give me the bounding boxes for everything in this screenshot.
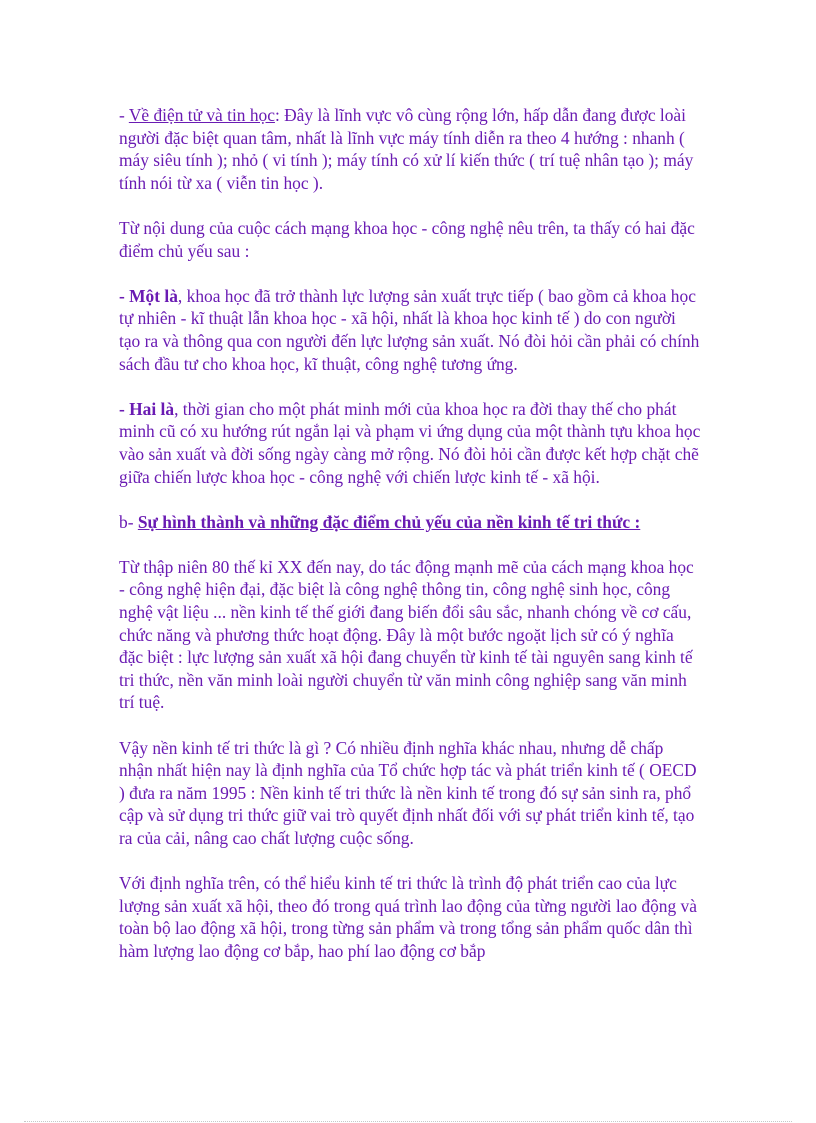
paragraph-text: , khoa học đã trở thành lực lượng sản xuất trực tiếp ( bao gồm cả khoa học tự nhiên - kĩ thuật lẫn khoa học - xã hội, nhất là khoa học kinh tế ) do con người tạo ra và thông qua con người đến lực lượng sản xuất. Nó đòi hỏi cần phải có chính sách đầu tư cho khoa học, kĩ thuật, công nghệ tương ứng. [119,285,700,374]
paragraph-understanding [119,872,701,962]
page-bottom-divider [24,1121,792,1122]
paragraph-text: Từ thập niên 80 thế kỉ XX đến nay, do tác động mạnh mẽ của cách mạng khoa học - công nghệ hiện đại, đặc biệt là công nghệ thông tin, công nghệ sinh học, công nghệ vật liệu ... nền kinh tế thế giới đang biến đổi sâu sắc, nhanh chóng về cơ cấu, chức năng và phương thức hoạt động. Đây là một bước ngoặt lịch sử có ý nghĩa đặc biệt : lực lượng sản xuất xã hội đang chuyển từ kinh tế tài nguyên sang kinh tế tri thức, nền văn minh loài người chuyển từ văn minh công nghiệp sang văn minh trí tuệ. [119,556,694,713]
bold-lead: - Hai là [119,398,175,419]
bold-lead: - Một là [119,285,178,306]
paragraph-feature-one [119,285,701,375]
paragraph-two-features [119,217,701,262]
paragraph-formation [119,556,701,714]
section-heading [119,511,701,534]
paragraph-text: , thời gian cho một phát minh mới của khoa học ra đời thay thế cho phát minh cũ có xu hướng rút ngắn lại và phạm vi ứng dụng của một thành tựu khoa học vào sản xuất và đời sống ngày càng mở rộng. Nó đòi hỏi cần được kết hợp chặt chẽ giữa chiến lược khoa học - công nghệ với chiến lược kinh tế - xã hội. [119,398,701,487]
heading-title: Sự hình thành và những đặc điểm chủ yếu của nền kinh tế tri thức : [137,511,641,532]
paragraph-text: : Đây là lĩnh vực vô cùng rộng lớn, hấp dẫn đang được loài người đặc biệt quan tâm, nhất là lĩnh vực máy tính diễn ra theo 4 hướng : nhanh ( máy siêu tính ); nhỏ ( vi tính ); máy tính có xử lí kiến thức ( trí tuệ nhân tạo ); máy tính nói từ xa ( viễn tin học ). [119,105,694,193]
paragraph-text: Với định nghĩa trên, có thể hiểu kinh tế tri thức là trình độ phát triển cao của lực lượng sản xuất xã hội, theo đó trong quá trình lao động của từng người lao động và toàn bộ lao động xã hội, trong từng sản phẩm và trong tổng sản phẩm quốc dân thì hàm lượng lao động cơ bắp, hao phí lao động cơ bắp [119,873,697,961]
heading-prefix: b- [119,511,138,532]
paragraph-electronics [119,104,701,194]
underlined-phrase: Về điện tử và tin học [128,105,275,125]
paragraph-dash: - [119,105,129,125]
paragraph-definition [119,737,701,850]
document-body [119,104,701,985]
paragraph-feature-two [119,398,701,488]
paragraph-text: Từ nội dung của cuộc cách mạng khoa học - công nghệ nêu trên, ta thấy có hai đặc điểm chủ yếu sau : [119,217,695,261]
paragraph-text: Vậy nền kinh tế tri thức là gì ? Có nhiều định nghĩa khác nhau, nhưng dễ chấp nhận nhất hiện nay là định nghĩa của Tổ chức hợp tác và phát triển kinh tế ( OECD ) đưa ra năm 1995 : Nền kinh tế tri thức là nền kinh tế trong đó sự sản sinh ra, phổ cập và sử dụng tri thức giữ vai trò quyết định nhất đối với sự phát triển kinh tế, tạo ra của cải, nâng cao chất lượng cuộc sống. [119,737,697,848]
